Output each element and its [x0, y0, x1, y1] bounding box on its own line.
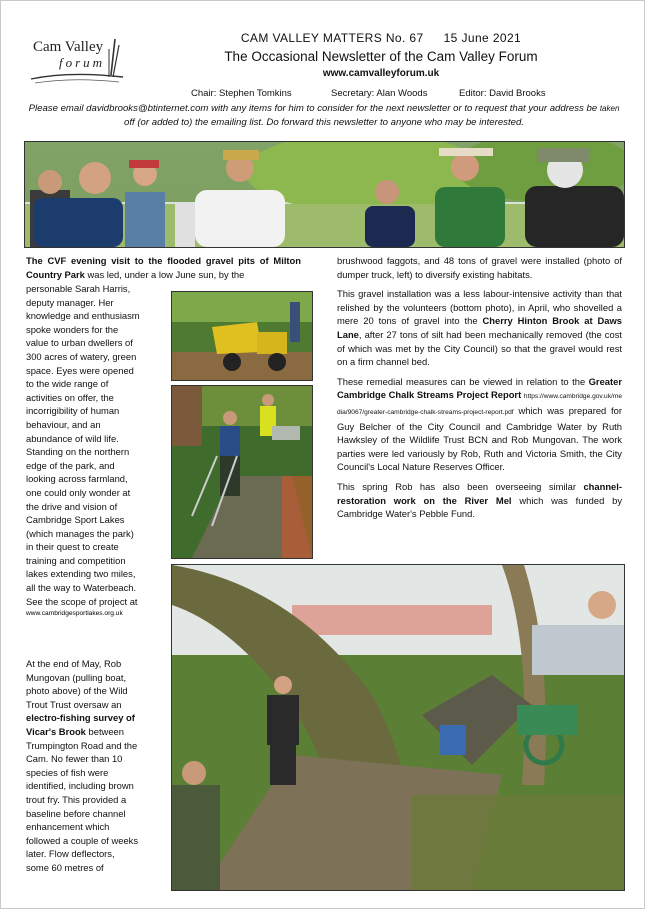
- visit-line: See the scope of project at: [26, 595, 138, 607]
- works-p3-b: which was prepared for Guy Belcher of the City Council and Cambridge Water by Ruth Hawksley of the Wildlife Trust BCN and Rob Mungovan. The work parties were led variously by Rob, Ruth and Victoria Smith, the City Council's Local Nature Reserves Officer.: [337, 404, 622, 473]
- cam-valley-forum-logo: [29, 35, 129, 91]
- visit-line: deputy manager. Her: [26, 296, 114, 308]
- fishing-line: Mungovan (pulling boat,: [26, 671, 127, 683]
- works-p2-a: This gravel installation was a less labour-intensive activity than that relished by the volunteers (bottom photo), in April, who shovelled a mere 20 tons of gravel into the: [337, 288, 622, 327]
- fishing-line: species of fish were: [26, 766, 109, 778]
- fishing-line: trout fry. This provided a: [26, 793, 127, 805]
- works-p2-b: , after 27 tons of silt had been mechanically removed (the cost of which was met by the City Council) so that the gravel would rest on a firm channel bed.: [337, 328, 622, 368]
- visit-line: 300 acres of watery, green: [26, 350, 137, 362]
- chair-name: Chair: Stephen Tomkins: [191, 88, 292, 99]
- works-paragraph-2: [337, 287, 622, 369]
- visit-line: behaviour, and an: [26, 418, 101, 430]
- email-notice: [23, 102, 625, 130]
- visit-line: value to urban dwellers of: [26, 337, 133, 349]
- fishing-line: some 60 metres of: [26, 861, 104, 873]
- fishing-line: followed a couple of weeks: [26, 834, 139, 846]
- chalk-streams-bold: Greater Cambridge Chalk Streams Project Report: [337, 375, 622, 401]
- river-mel-bold: channel-restoration work on the River Mel: [337, 480, 622, 506]
- fishing-line: identified, including brown: [26, 780, 134, 792]
- notice-text-a: Please email davidbrooks@btinternet.com with any items for him to consider for the next newsletter or to request that your address be: [28, 103, 600, 114]
- visit-line: training and competition: [26, 554, 126, 566]
- website-link[interactable]: www.camvalleyforum.uk: [322, 68, 440, 79]
- fishing-line: Trout Trust oversaw an: [26, 698, 122, 710]
- works-paragraph-3: [337, 375, 622, 474]
- fishing-line: Cam. No fewer than 10: [26, 753, 123, 765]
- visit-line: incorrigibility of human: [26, 405, 120, 417]
- visit-line: edge of the park, and: [26, 459, 115, 471]
- visit-line: the drive and vision of: [26, 500, 118, 512]
- dumper-truck-photo: [171, 291, 313, 381]
- group-visit-photo: [24, 141, 625, 248]
- notice-text-taken: taken: [599, 104, 620, 113]
- notice-text-b: off (or added to) the emailing list. Do forward this newsletter to anyone who may be interested.: [124, 117, 524, 128]
- visit-line: lakes extending two miles,: [26, 568, 136, 580]
- newsletter-title: The Occasional Newsletter of the Cam Valley Forum: [224, 49, 538, 64]
- works-paragraph-1: brushwood faggots, and 48 tons of gravel were installed (photo of dumper truck, left) to diversify existing habitats.: [337, 255, 622, 280]
- sportlakes-link[interactable]: www.cambridgesportlakes.org.uk: [26, 610, 123, 618]
- issue-date: 15 June 2021: [443, 31, 522, 45]
- secretary-name: Secretary: Alan Woods: [331, 88, 428, 99]
- issue-number: CAM VALLEY MATTERS No. 67: [240, 31, 424, 45]
- visit-line: abundance of wild life.: [26, 432, 119, 444]
- electrofishing-article: [26, 657, 166, 875]
- logo-text-cam-valley: Cam Valley: [33, 39, 104, 55]
- fishing-line: photo above) of the Wild: [26, 685, 128, 697]
- cherry-hinton-bold: Cherry Hinton Brook at Daws Lane: [337, 315, 622, 340]
- visit-line: activities on offer, the: [26, 391, 114, 403]
- fishing-line: later. Flow deflectors,: [26, 848, 115, 860]
- fishing-line: At the end of May, Rob: [26, 658, 122, 669]
- works-p4-b: which was funded by Cambridge Water's Pebble Fund.: [337, 494, 623, 520]
- visit-line: space. Eyes were opened: [26, 364, 134, 376]
- works-p4-a: This spring Rob has also been overseeing similar: [337, 480, 584, 492]
- volunteers-gravel-photo: [171, 564, 625, 891]
- logo-text-forum: forum: [59, 55, 106, 70]
- visit-line: Standing on the northern: [26, 446, 130, 458]
- editor-name: Editor: David Brooks: [459, 88, 546, 99]
- river-works-article: [337, 254, 622, 527]
- visit-article-lead: [26, 254, 301, 281]
- visit-article-body: [26, 282, 166, 619]
- visit-line: spoke wonders for the: [26, 323, 119, 335]
- works-p3-a: These remedial measures can be viewed in relation to the: [337, 375, 589, 387]
- visit-lead-bold: The CVF evening visit to the flooded gravel pits of Milton Country Park: [26, 255, 301, 280]
- visit-line: all the way to Waterbeach.: [26, 582, 137, 594]
- issue-line: [151, 31, 611, 45]
- visit-line: (which manages the park): [26, 527, 134, 539]
- visit-line: in their quest to create: [26, 541, 119, 553]
- fishing-line: baseline before channel: [26, 807, 126, 819]
- visit-line: looking across farmland,: [26, 473, 128, 485]
- visit-line: Cambridge Sport Lakes: [26, 514, 125, 526]
- fishing-bold-2: Vicar's Brook: [26, 725, 86, 737]
- visit-lead-rest: was led, under a low June sun, by the: [84, 268, 245, 280]
- visit-line: one could only wonder at: [26, 486, 131, 498]
- fishing-bold-1: electro-fishing survey of: [26, 712, 135, 724]
- fishing-line: Trumpington Road and the: [26, 739, 138, 751]
- chalk-streams-report-link[interactable]: https://www.cambridge.gov.uk/media/9067/greater-cambridge-chalk-streams-project-report.pdf: [337, 393, 622, 416]
- fishing-line: enhancement which: [26, 821, 110, 833]
- fishing-after-bold: between: [85, 725, 124, 737]
- visit-line: personable Sarah Harris,: [26, 283, 131, 294]
- electro-fishing-photo: [171, 385, 313, 559]
- works-paragraph-4: [337, 480, 622, 521]
- visit-line: knowledge and enthusiasm: [26, 310, 140, 322]
- visit-line: to the wide range of: [26, 378, 109, 390]
